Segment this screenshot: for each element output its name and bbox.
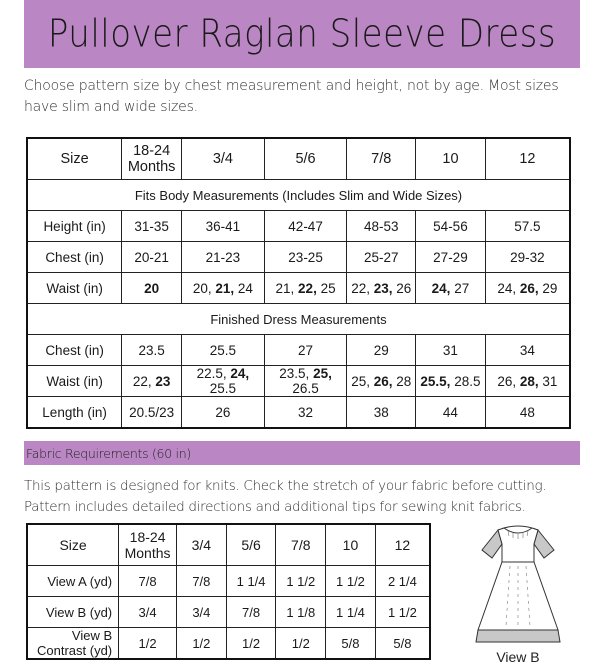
intro-text: Choose pattern size by chest measurement and height, not by age. Most sizes have slim and wide sizes. [24, 78, 559, 115]
value-text: 22, [132, 373, 156, 389]
table-cell [416, 366, 486, 397]
table-cell [416, 273, 486, 304]
emphasized-value: 21, [215, 280, 235, 296]
emphasized-value: 26, [519, 280, 539, 296]
section-heading: Fits Body Measurements (Includes Slim and Wide Sizes) [27, 180, 570, 211]
table-cell: 31 [416, 335, 486, 366]
row-label: Waist (in) [27, 273, 122, 304]
table-cell [122, 366, 182, 397]
table-cell: 23-25 [264, 242, 347, 273]
table-row [27, 597, 430, 628]
fabric-requirements-title: Fabric Requirements (60 in) [26, 445, 191, 461]
table-cell [264, 273, 347, 304]
page-title: Pullover Raglan Sleeve Dress [47, 11, 557, 57]
value-text: 26, [497, 373, 520, 389]
table-cell: 48-53 [347, 211, 416, 242]
size-header: 5/6 [226, 524, 276, 566]
emphasized-value: 25.5, [420, 373, 451, 389]
table-header-row [27, 524, 430, 566]
size-chart-table [26, 137, 571, 429]
table-cell: 36-41 [182, 211, 265, 242]
table-cell: 27 [264, 335, 347, 366]
size-header: 3/4 [177, 524, 227, 566]
value-text: 27 [450, 280, 470, 296]
value-text: 29 [538, 280, 558, 296]
title-banner [24, 0, 580, 68]
value-text: 22, [351, 280, 374, 296]
table-cell: 32 [264, 397, 347, 429]
table-cell: 1 1/8 [276, 597, 326, 628]
section-heading: Finished Dress Measurements [27, 304, 570, 335]
value-text: 31 [538, 373, 558, 389]
table-row [27, 335, 570, 366]
table-cell: 27-29 [416, 242, 486, 273]
row-label: View B (yd) [27, 597, 119, 628]
fabric-requirements-table [26, 523, 431, 660]
table-cell: 2 1/4 [375, 566, 430, 597]
row-label: View B Contrast (yd) [27, 628, 119, 660]
emphasized-value: 24, [230, 366, 250, 381]
table-cell: 5/8 [326, 628, 376, 660]
table-cell [182, 366, 265, 397]
table-cell: 26 [182, 397, 265, 429]
header-label: Size [27, 138, 122, 180]
row-label: Chest (in) [27, 335, 122, 366]
table-cell: 1/2 [226, 628, 276, 660]
table-cell: 54-56 [416, 211, 486, 242]
value-text: 28.5 [450, 373, 481, 389]
table-cell: 57.5 [485, 211, 570, 242]
table-cell: 34 [485, 335, 570, 366]
table-cell: 29 [347, 335, 416, 366]
table-cell: 1 1/2 [326, 566, 376, 597]
table-cell: 25.5 [182, 335, 265, 366]
table-cell: 1 1/4 [226, 566, 276, 597]
table-cell [347, 366, 416, 397]
header-label: Size [27, 524, 119, 566]
table-cell: 1 1/2 [276, 566, 326, 597]
value-text: 26.5 [292, 381, 319, 396]
table-cell: 44 [416, 397, 486, 429]
emphasized-value: 23, [373, 280, 393, 296]
size-header: 10 [416, 138, 486, 180]
emphasized-value: 25, [313, 366, 332, 381]
size-header: 12 [485, 138, 570, 180]
row-label: Length (in) [27, 397, 122, 429]
table-cell: 29-32 [485, 242, 570, 273]
emphasized-value: 23 [155, 373, 171, 389]
emphasized-value: 22, [298, 280, 317, 296]
table-header-row [27, 138, 570, 180]
table-cell [485, 366, 570, 397]
table-row [27, 566, 430, 597]
value-text: 28 [392, 373, 412, 389]
illustration-caption: View B [496, 649, 540, 665]
emphasized-value: 24, [431, 280, 451, 296]
size-header: 18-24 Months [119, 524, 177, 566]
table-cell: 5/8 [375, 628, 430, 660]
table-cell [485, 273, 570, 304]
table-cell [264, 366, 347, 397]
size-header: 18-24 Months [122, 138, 182, 180]
size-header: 10 [326, 524, 376, 566]
table-cell: 1/2 [276, 628, 326, 660]
section-row [27, 304, 570, 335]
value-text: 26 [392, 280, 412, 296]
value-text: 25, [351, 373, 374, 389]
table-cell [122, 273, 182, 304]
row-label: Waist (in) [27, 366, 122, 397]
fabric-requirements-bar [24, 441, 580, 465]
value-text: 24, [497, 280, 520, 296]
value-text: 25 [316, 280, 336, 296]
dress-view-b-illustration [468, 522, 568, 649]
value-text: 20, [192, 280, 216, 296]
table-cell: 1/2 [119, 628, 177, 660]
table-row [27, 366, 570, 397]
value-text: 24 [234, 280, 253, 296]
table-cell: 31-35 [122, 211, 182, 242]
fabric-note: This pattern is designed for knits. Check the stretch of your fabric before cutting. Pattern includes detailed directions and additional tips for sewing knit fabrics. [24, 478, 547, 515]
table-cell: 38 [347, 397, 416, 429]
emphasized-value: 28, [519, 373, 539, 389]
emphasized-value: 26, [373, 373, 393, 389]
size-header: 12 [375, 524, 430, 566]
table-cell: 48 [485, 397, 570, 429]
table-cell: 7/8 [226, 597, 276, 628]
table-cell: 23.5 [122, 335, 182, 366]
table-row [27, 242, 570, 273]
table-cell: 25-27 [347, 242, 416, 273]
section-row [27, 180, 570, 211]
emphasized-value: 20 [144, 280, 160, 296]
size-header: 5/6 [264, 138, 347, 180]
row-label: View A (yd) [27, 566, 119, 597]
table-row [27, 628, 430, 660]
table-cell: 3/4 [177, 597, 227, 628]
table-cell: 3/4 [119, 597, 177, 628]
table-cell: 7/8 [177, 566, 227, 597]
table-cell: 7/8 [119, 566, 177, 597]
table-row [27, 273, 570, 304]
value-text: 22.5, [196, 366, 231, 381]
value-text: 25.5 [209, 381, 237, 396]
size-header: 7/8 [347, 138, 416, 180]
row-label: Height (in) [27, 211, 122, 242]
table-cell: 1 1/2 [375, 597, 430, 628]
table-cell: 20.5/23 [122, 397, 182, 429]
table-cell [347, 273, 416, 304]
table-cell: 20-21 [122, 242, 182, 273]
table-cell [182, 273, 265, 304]
size-header: 3/4 [182, 138, 265, 180]
size-header: 7/8 [276, 524, 326, 566]
table-cell: 1/2 [177, 628, 227, 660]
table-cell: 1 1/4 [326, 597, 376, 628]
value-text: 23.5, [279, 366, 314, 381]
table-row [27, 211, 570, 242]
table-cell: 42-47 [264, 211, 347, 242]
table-cell: 21-23 [182, 242, 265, 273]
table-row [27, 397, 570, 429]
row-label: Chest (in) [27, 242, 122, 273]
value-text: 21, [275, 280, 299, 296]
